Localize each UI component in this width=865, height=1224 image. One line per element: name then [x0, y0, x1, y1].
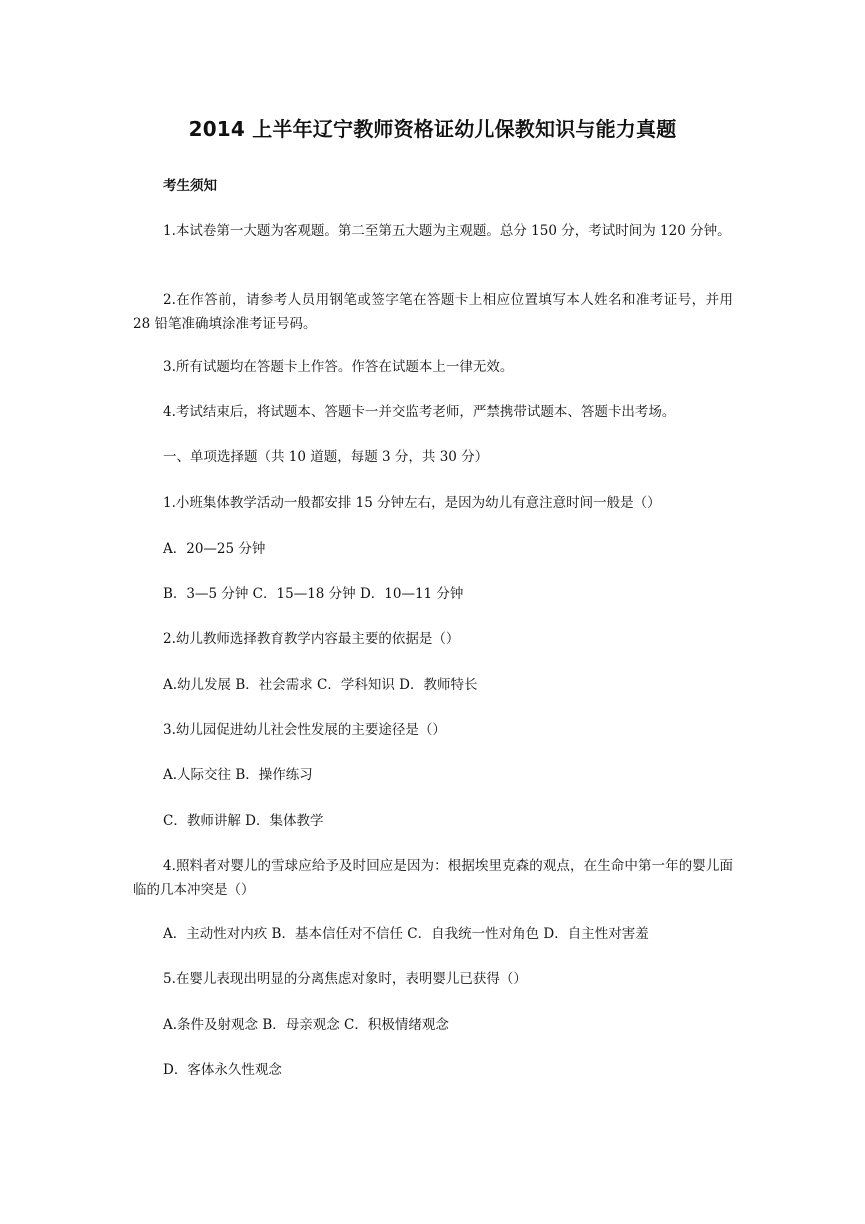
question-3-options-ab: A.人际交往 B．操作练习 — [163, 767, 313, 783]
notice-item-3: 3.所有试题均在答题卡上作答。作答在试题本上一律无效。 — [163, 359, 514, 375]
question-1: 1.小班集体教学活动一般都安排 15 分钟左右，是因为幼儿有意注意时间一般是（） — [163, 495, 661, 511]
notice-item-4: 4.考试结束后，将试题本、答题卡一并交监考老师，严禁携带试题本、答题卡出考场。 — [163, 404, 676, 420]
notice-heading: 考生须知 — [163, 178, 217, 194]
notice-item-2: 2.在作答前，请参考人员用钢笔或签字笔在答题卡上相应位置填写本人姓名和准考证号，并用 28 铅笔准确填涂准考证号码。 — [133, 292, 733, 332]
question-3: 3.幼儿园促进幼儿社会性发展的主要途径是（） — [163, 722, 446, 738]
question-5-options-abc: A.条件及射观念 B．母亲观念 C．积极情绪观念 — [163, 1017, 449, 1033]
part-one-heading: 一、单项选择题（共 10 道题，每题 3 分，共 30 分） — [163, 449, 489, 465]
question-2-options: A.幼儿发展 B．社会需求 C．学科知识 D．教师特长 — [163, 677, 478, 693]
question-4: 4.照料者对婴儿的雪球应给予及时回应是因为：根据埃里克森的观点，在生命中第一年的婴儿面临的几本冲突是（） — [133, 858, 733, 898]
question-1-options-bcd: B．3—5 分钟 C．15—18 分钟 D．10—11 分钟 — [163, 586, 464, 602]
question-1-option-a: A．20—25 分钟 — [163, 541, 266, 557]
question-4-options: A．主动性对内疚 B．基本信任对不信任 C．自我统一性对角色 D．自主性对害羞 — [163, 926, 649, 942]
document-title: 2014 上半年辽宁教师资格证幼儿保教知识与能力真题 — [188, 117, 677, 141]
notice-item-1: 1.本试卷第一大题为客观题。第二至第五大题为主观题。总分 150 分，考试时间为 120 分钟。 — [163, 223, 731, 239]
question-3-options-cd: C．教师讲解 D．集体教学 — [163, 813, 324, 829]
question-5: 5.在婴儿表现出明显的分离焦虑对象时，表明婴儿已获得（） — [163, 971, 527, 987]
question-5-option-d: D．客体永久性观念 — [163, 1062, 282, 1078]
question-2: 2.幼儿教师选择教育教学内容最主要的依据是（） — [163, 631, 460, 647]
